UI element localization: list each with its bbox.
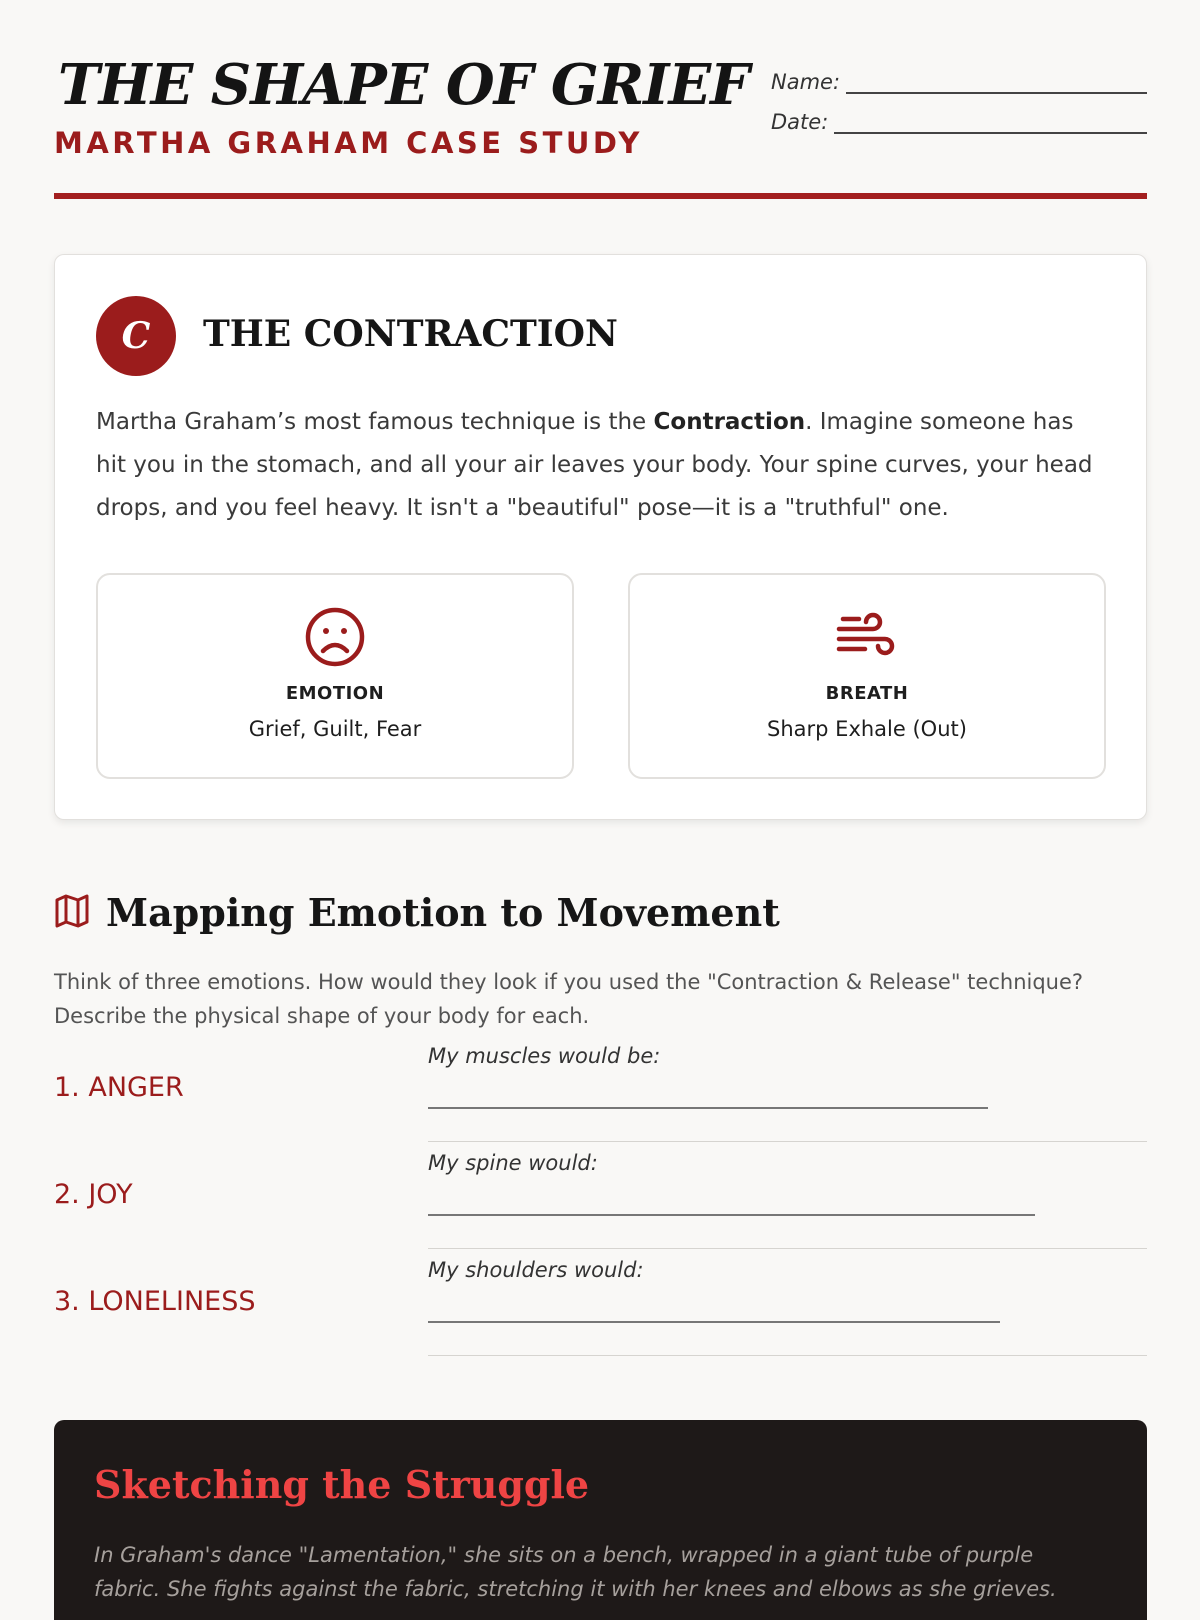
worksheet-page [54, 0, 1147, 1601]
answer-prompt: My shoulders would: [428, 1258, 644, 1282]
sketch-text: In Graham's dance "Lamentation," she sits on a bench, wrapped in a giant tube of purple fabric. She fights against the fabric, stretching it with her knees and elbows as she grieves. [94, 1543, 1057, 1601]
breath-tile-value: Sharp Exhale (Out) [767, 717, 967, 741]
map-icon [54, 893, 90, 933]
wind-icon [630, 605, 1104, 669]
contraction-badge: C [96, 296, 176, 376]
mapping-intro: Think of three emotions. How would they look if you used the "Contraction & Release" technique? Describe the physical shape of your body for each. [54, 970, 1084, 1028]
emotion-tile [96, 573, 574, 779]
header [54, 0, 1147, 200]
contraction-title: THE CONTRACTION [203, 313, 618, 355]
emotion-label: 3. LONELINESS [54, 1286, 256, 1317]
answer-line [428, 1107, 988, 1109]
answer-line [428, 1214, 1035, 1216]
emotion-label: 2. JOY [54, 1179, 133, 1210]
emotion-label: 1. ANGER [54, 1072, 184, 1103]
emotion-row-joy [54, 1141, 1147, 1248]
answer-line [428, 1321, 1000, 1323]
contraction-text-start: Martha Graham’s most famous technique is the [96, 409, 654, 435]
student-meta [771, 54, 1147, 134]
name-label: Name: [771, 70, 841, 94]
date-row [771, 94, 1147, 134]
frown-icon [98, 605, 572, 669]
contraction-keyword: Contraction [653, 409, 806, 435]
contraction-card [54, 254, 1147, 820]
name-field[interactable] [846, 70, 1147, 94]
contraction-text-end: . Imagine someone has hit you in the stomach, and all your air leaves your body. Your spine curves, your head drops, and you feel heavy. It isn't a "beautiful" pose—it is a "truthful" one. [96, 409, 1093, 521]
page-title: THE SHAPE OF GRIEF [58, 52, 749, 118]
answer-prompt: My spine would: [428, 1151, 598, 1175]
breath-tile-label: BREATH [825, 683, 909, 704]
answer-area[interactable] [428, 1141, 1147, 1249]
contraction-text [96, 401, 1106, 530]
emotion-row-loneliness [54, 1248, 1147, 1355]
emotion-tile-value: Grief, Guilt, Fear [248, 717, 422, 741]
date-label: Date: [771, 110, 829, 134]
date-field[interactable] [834, 110, 1147, 134]
name-row [771, 54, 1147, 94]
breath-tile [628, 573, 1106, 779]
header-divider [54, 193, 1147, 199]
sketch-section [54, 1420, 1147, 1620]
mapping-heading [54, 890, 780, 935]
answer-area[interactable] [428, 1034, 1147, 1142]
page-subtitle: MARTHA GRAHAM CASE STUDY [54, 126, 643, 160]
emotion-row-anger [54, 1034, 1147, 1141]
answer-prompt: My muscles would be: [428, 1044, 661, 1068]
emotion-tile-label: EMOTION [285, 683, 385, 704]
answer-area[interactable] [428, 1248, 1147, 1356]
mapping-title: Mapping Emotion to Movement [106, 890, 780, 935]
sketch-title: Sketching the Struggle [94, 1462, 590, 1507]
